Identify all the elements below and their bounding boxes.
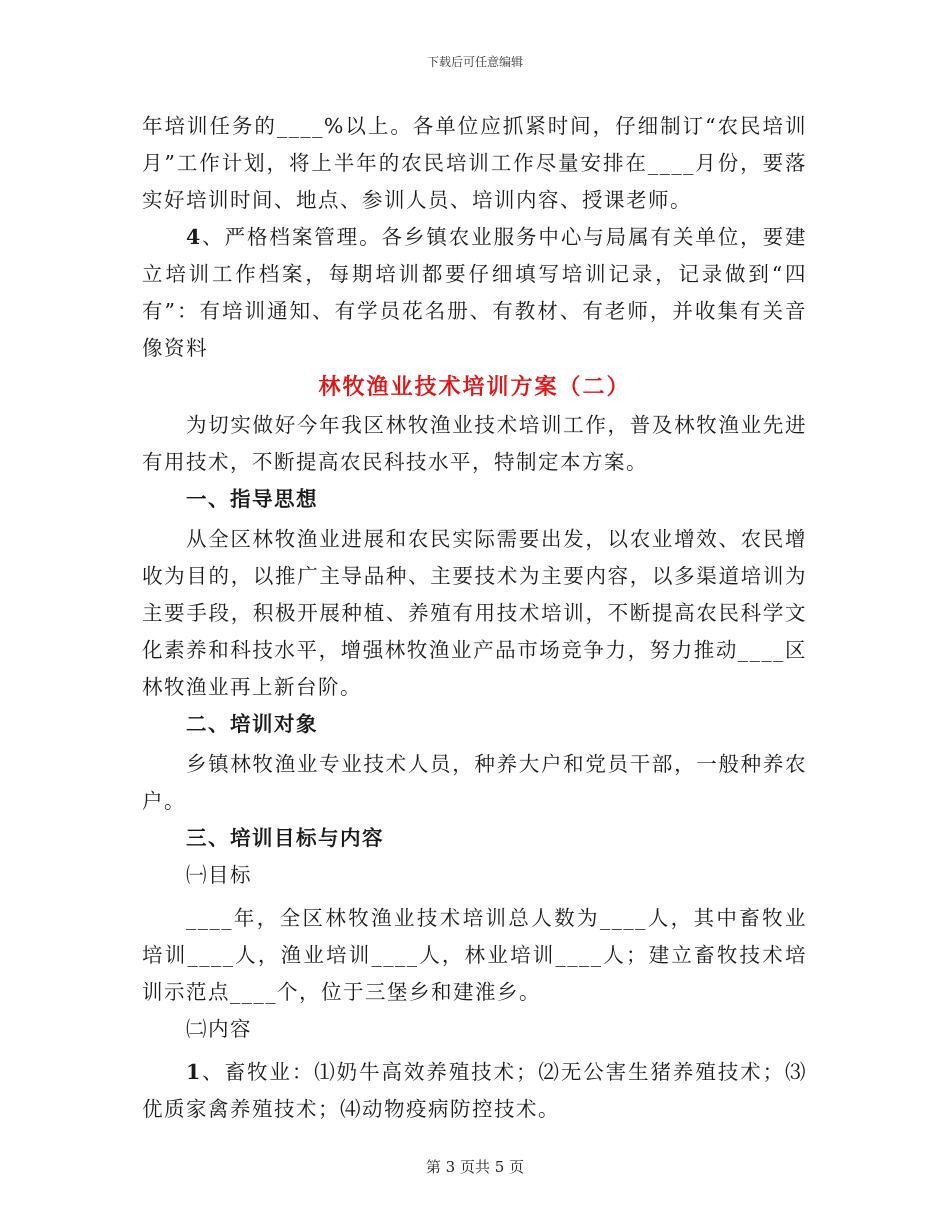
paragraph-intro: 为切实做好今年我区林牧渔业技术培训工作，普及林牧渔业先进有用技术，不断提高农民科技水平，特制定本方案。 xyxy=(142,413,807,474)
paragraph-text: 、严格档案管理。各乡镇农业服务中心与局属有关单位，要建立培训工作档案，每期培训都要仔细填写培训记录，记录做到“四有”：有培训通知、有学员花名册、有教材、有老师，并收集有关音像资料 xyxy=(142,225,807,360)
document-body xyxy=(142,108,807,1128)
page-footer: 第 3 页共 5 页 xyxy=(425,1158,525,1176)
section-heading-goals-content: 三、培训目标与内容 xyxy=(186,826,384,850)
item-number: 4 xyxy=(186,225,202,249)
paragraph-guiding-ideology: 从全区林牧渔业进展和农民实际需要出发，以农业增效、农民增收为目的，以推广主导品种、主要技术为主要内容，以多渠道培训为主要手段，积极开展种植、养殖有用技术培训，不断提高农民科学文化素养和科技水平，增强林牧渔业产品市场竞争力，努力推动____区林牧渔业再上新台阶。 xyxy=(142,527,807,699)
paragraph-goals: ____年，全区林牧渔业技术培训总人数为____人，其中畜牧业培训____人，渔业培训____人，林业培训____人；建立畜牧技术培训示范点____个，位于三堡乡和建淮乡。 xyxy=(142,906,807,1004)
document-title: 林牧渔业技术培训方案（二） xyxy=(318,374,631,400)
subheading-content: ㈡内容 xyxy=(186,1017,252,1041)
section-heading-guiding-ideology: 一、指导思想 xyxy=(186,487,318,511)
paragraph-archive-management xyxy=(142,219,807,367)
paragraph-animal-husbandry xyxy=(142,1054,807,1128)
section-heading-training-targets: 二、培训对象 xyxy=(186,712,318,736)
item-number: 1 xyxy=(186,1060,202,1084)
paragraph-text: 、畜牧业：⑴奶牛高效养殖技术；⑵无公害生猪养殖技术；⑶优质家禽养殖技术；⑷动物疫病防控技术。 xyxy=(142,1060,807,1121)
paragraph-training-tasks: 年培训任务的____%以上。各单位应抓紧时间，仔细制订“农民培训月”工作计划，将上半年的农民培训工作尽量安排在____月份，要落实好培训时间、地点、参训人员、培训内容、授课老师。 xyxy=(142,114,807,212)
page-header: 下载后可任意编辑 xyxy=(426,55,523,69)
paragraph-training-targets: 乡镇林牧渔业专业技术人员，种养大户和党员干部，一般种养农户。 xyxy=(142,752,807,813)
subheading-goals: ㈠目标 xyxy=(186,863,252,887)
